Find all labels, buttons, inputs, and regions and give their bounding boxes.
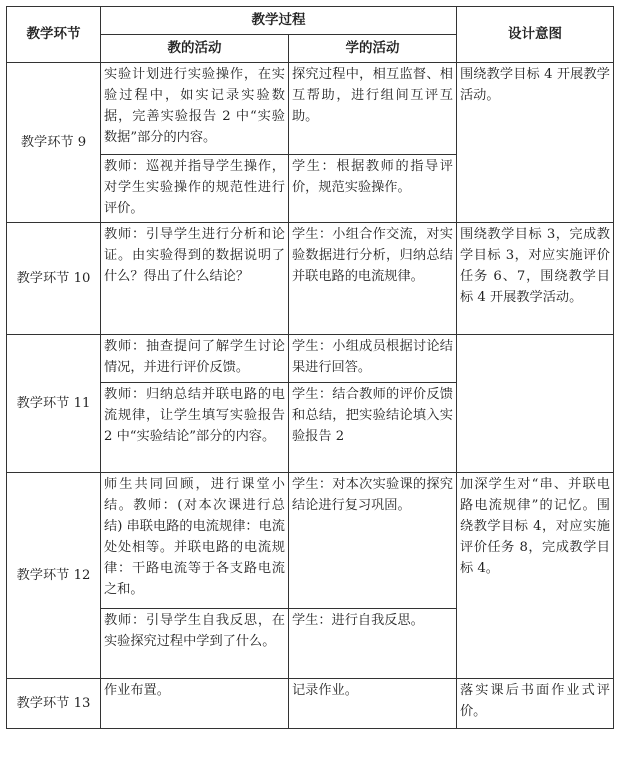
section-label: 教学环节 9 [7, 63, 101, 223]
table-row [7, 679, 614, 729]
student-activity: 学生：进行自我反思。 [289, 609, 457, 679]
header-section: 教学环节 [7, 7, 101, 63]
table-header [7, 7, 614, 63]
header-teacher: 教的活动 [101, 35, 289, 63]
design-intent: 围绕教学目标 3，完成教学目标 3，对应实施评价任务 6、7，围绕教学目标 4 开展教学活动。 [457, 223, 614, 335]
teacher-activity: 作业布置。 [101, 679, 289, 729]
student-activity: 记录作业。 [289, 679, 457, 729]
student-activity: 学生：小组合作交流，对实验数据进行分析，归纳总结并联电路的电流规律。 [289, 223, 457, 335]
table-row [7, 63, 614, 155]
student-activity: 学生：对本次实验课的探究结论进行复习巩固。 [289, 473, 457, 609]
section-label: 教学环节 11 [7, 335, 101, 473]
table-row [7, 223, 614, 335]
design-intent [457, 335, 614, 473]
teacher-activity: 教师：引导学生进行分析和论证。由实验得到的数据说明了什么？得出了什么结论？ [101, 223, 289, 335]
teacher-activity: 教师：抽查提问了解学生讨论情况，并进行评价反馈。 [101, 335, 289, 383]
student-activity: 学生：小组成员根据讨论结果进行回答。 [289, 335, 457, 383]
design-intent: 围绕教学目标 4 开展教学活动。 [457, 63, 614, 223]
teacher-activity: 教师：引导学生自我反思，在实验探究过程中学到了什么。 [101, 609, 289, 679]
design-intent: 落实课后书面作业式评价。 [457, 679, 614, 729]
section-label: 教学环节 12 [7, 473, 101, 679]
header-student: 学的活动 [289, 35, 457, 63]
student-activity: 学生：结合教师的评价反馈和总结，把实验结论填入实验报告 2 [289, 383, 457, 473]
table-row [7, 473, 614, 609]
table-row [7, 335, 614, 383]
student-activity: 学生：根据教师的指导评价，规范实验操作。 [289, 155, 457, 223]
section-label: 教学环节 10 [7, 223, 101, 335]
design-intent: 加深学生对“串、并联电路电流规律”的记忆。围绕教学目标 4，对应实施评价任务 8，完成教学目标 4。 [457, 473, 614, 679]
student-activity: 探究过程中，相互监督、相互帮助，进行组间互评互助。 [289, 63, 457, 155]
teacher-activity: 实验计划进行实验操作，在实验过程中，如实记录实验数据，完善实验报告 2 中“实验数据”部分的内容。 [101, 63, 289, 155]
teacher-activity: 教师：巡视并指导学生操作，对学生实验操作的规范性进行评价。 [101, 155, 289, 223]
section-label: 教学环节 13 [7, 679, 101, 729]
teacher-activity: 师生共同回顾，进行课堂小结。教师：(对本次课进行总结) 串联电路的电流规律：电流处处相等。并联电路的电流规律：干路电流等于各支路电流之和。 [101, 473, 289, 609]
header-process: 教学过程 [101, 7, 457, 35]
teacher-activity: 教师：归纳总结并联电路的电流规律，让学生填写实验报告 2 中“实验结论”部分的内容。 [101, 383, 289, 473]
lesson-plan-table [6, 6, 614, 729]
header-intent: 设计意图 [457, 7, 614, 63]
